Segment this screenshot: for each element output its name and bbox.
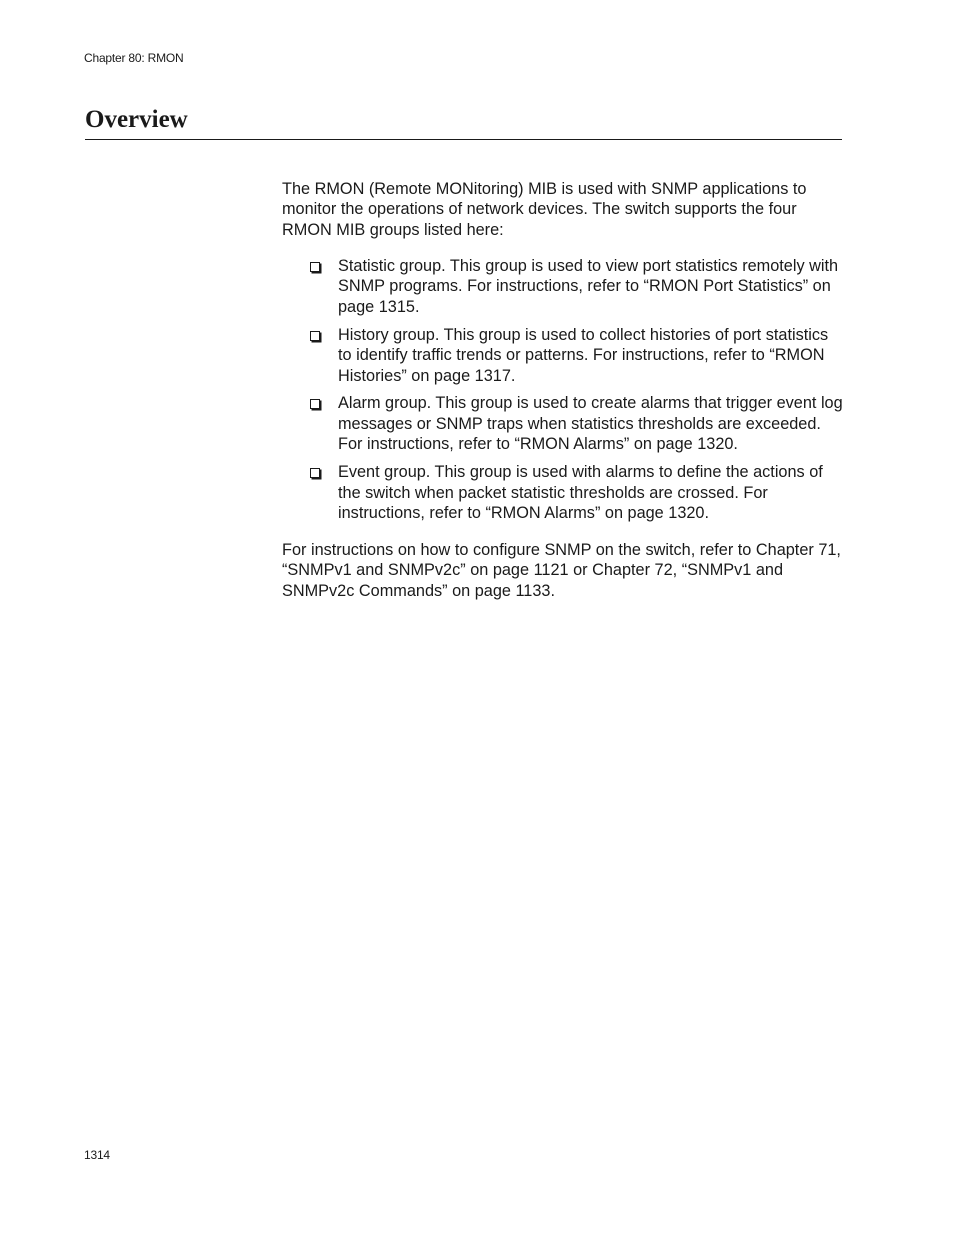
closing-paragraph: For instructions on how to configure SNMP on the switch, refer to Chapter 71, “SNMPv1 and SNMPv2c” on page 1121 or Chapter 72, “SNMPv1 and SNMPv2c Commands” on page 1133.	[282, 541, 841, 600]
intro-paragraph: The RMON (Remote MONitoring) MIB is used with SNMP applications to monitor the operations of network devices. The switch supports the four RMON MIB groups listed here:	[282, 180, 807, 239]
list-item-alarm-group	[282, 393, 844, 454]
checkbox-bullet-icon	[310, 262, 320, 272]
title-rule	[85, 139, 842, 140]
list-item-text: Statistic group. This group is used to view port statistics remotely with SNMP programs. For instructions, refer to “RMON Port Statistics” on page 1315.	[338, 257, 839, 316]
checkbox-bullet-icon	[310, 468, 320, 478]
list-item-statistic-group	[282, 256, 844, 317]
page-number: 1314	[84, 1148, 110, 1162]
section-title: Overview	[85, 106, 188, 133]
checkbox-bullet-icon	[310, 331, 320, 341]
list-item-text: History group. This group is used to collect histories of port statistics to identify traffic trends or patterns. For instructions, refer to “RMON Histories” on page 1317.	[338, 325, 829, 385]
list-item-event-group	[282, 462, 844, 523]
list-item-text: Event group. This group is used with alarms to define the actions of the switch when packet statistic thresholds are crossed. For instructions, refer to “RMON Alarms” on page 1320.	[338, 463, 823, 522]
checkbox-bullet-icon	[310, 399, 320, 409]
list-item-text: Alarm group. This group is used to create alarms that trigger event log messages or SNMP traps when statistics thresholds are exceeded. For instructions, refer to “RMON Alarms” on page 1320.	[338, 394, 843, 454]
running-header: Chapter 80: RMON	[84, 51, 184, 65]
rmon-group-list	[282, 256, 844, 531]
list-item-history-group	[282, 325, 844, 386]
